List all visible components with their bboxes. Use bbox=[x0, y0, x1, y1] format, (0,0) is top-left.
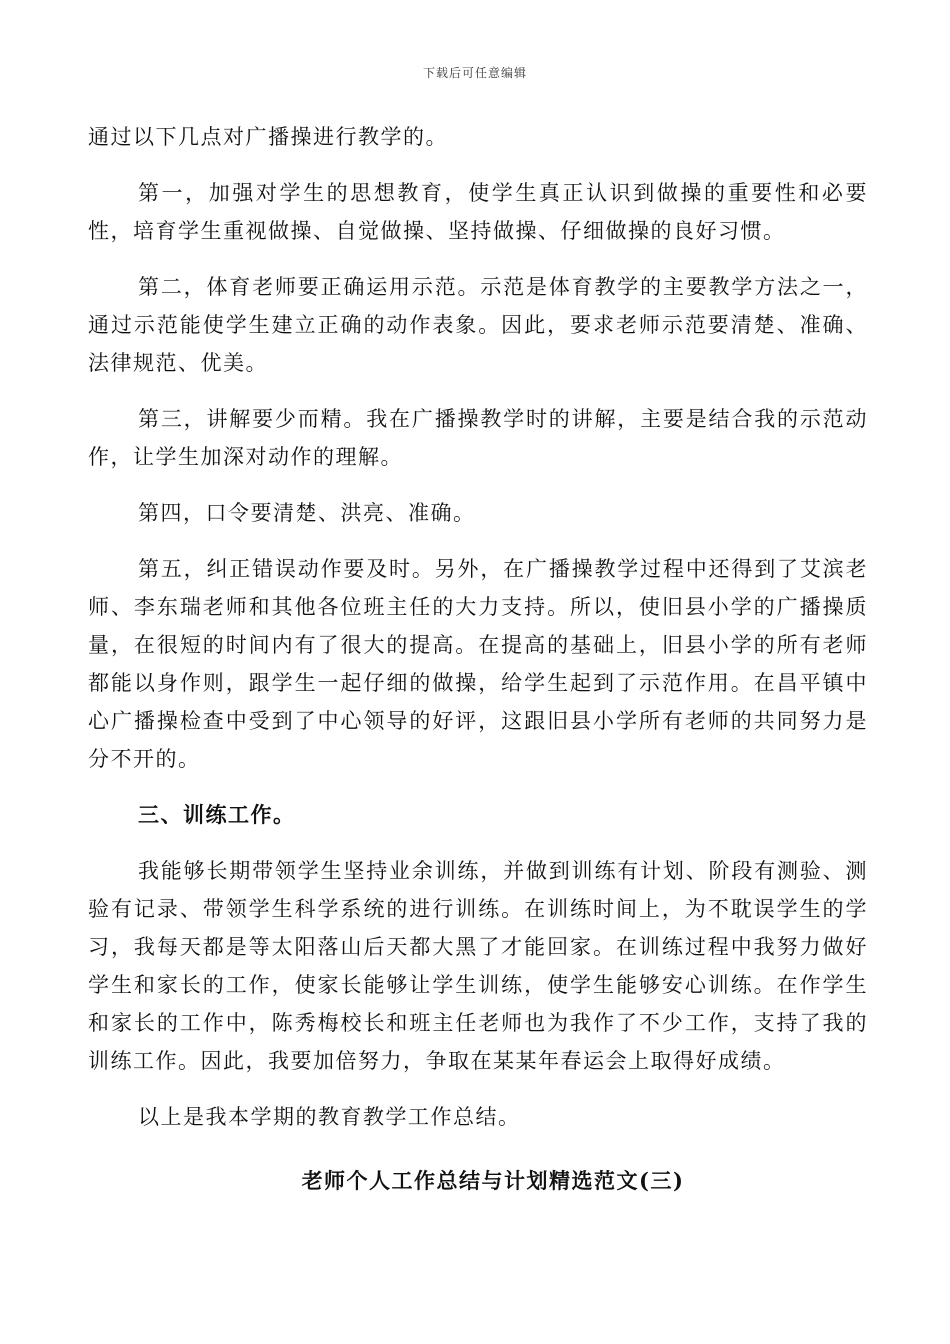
paragraph-point-4: 第四，口令要清楚、洪亮、准确。 bbox=[138, 501, 476, 525]
section-heading-training: 三、训练工作。 bbox=[138, 802, 296, 827]
paragraph-point-1: 第一，加强对学生的思想教育，使学生真正认识到做操的重要性和必要性，培育学生重视做操、自觉做操、坚持做操、仔细做操的良好习惯。 bbox=[88, 181, 868, 243]
paragraph-point-5: 第五，纠正错误动作要及时。另外，在广播操教学过程中还得到了艾滨老师、李东瑞老师和其他各位班主任的大力支持。所以，使旧县小学的广播操质量，在很短的时间内有了很大的提高。在提高的基础上，旧县小学的所有老师都能以身作则，跟学生一起仔细的做操，给学生起到了示范作用。在昌平镇中心广播操检查中受到了中心领导的好评，这跟旧县小学所有老师的共同努力是分不开的。 bbox=[88, 557, 868, 771]
page-header: 下载后可任意编辑 bbox=[422, 66, 527, 80]
paragraph-point-3: 第三，讲解要少而精。我在广播操教学时的讲解，主要是结合我的示范动作，让学生加深对动作的理解。 bbox=[88, 407, 868, 469]
document-title: 老师个人工作总结与计划精选范文(三) bbox=[301, 1168, 685, 1193]
paragraph-intro: 通过以下几点对广播操进行教学的。 bbox=[88, 125, 448, 149]
paragraph-point-2: 第二，体育老师要正确运用示范。示范是体育教学的主要教学方法之一，通过示范能使学生建立正确的动作表象。因此，要求老师示范要清楚、准确、法律规范、优美。 bbox=[88, 275, 868, 375]
document-body bbox=[88, 118, 868, 1200]
paragraph-training: 我能够长期带领学生坚持业余训练，并做到训练有计划、阶段有测验、测验有记录、带领学生科学系统的进行训练。在训练时间上，为不耽误学生的学习，我每天都是等太阳落山后天都大黑了才能回家。在训练过程中我努力做好学生和家长的工作，使家长能够让学生训练，使学生能够安心训练。在作学生和家长的工作中，陈秀梅校长和班主任老师也为我作了不少工作，支持了我的训练工作。因此，我要加倍努力，争取在某某年春运会上取得好成绩。 bbox=[88, 859, 868, 1073]
paragraph-conclusion: 以上是我本学期的教育教学工作总结。 bbox=[138, 1105, 521, 1129]
